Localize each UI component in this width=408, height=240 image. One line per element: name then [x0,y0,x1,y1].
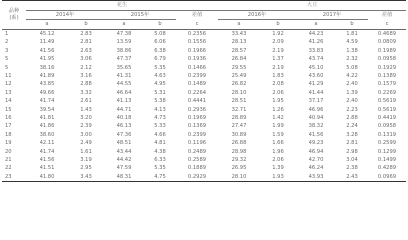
table-cell: 44.23 [308,30,324,37]
table-cell: 5.33 [154,123,166,130]
table-cell: 1.61 [80,148,92,155]
table-cell: 44.71 [116,106,132,113]
table-cell: 2.49 [80,140,92,147]
table-cell: 4.59 [346,39,358,46]
table-cell: 28.98 [231,148,247,155]
table-cell: 46.96 [308,106,324,113]
table-cell: 0.0969 [377,173,397,180]
table-cell: 26.95 [231,165,247,172]
var-header: a [314,21,318,28]
table-row [2,72,406,80]
table-cell: 0.2264 [187,89,207,96]
year-header-2016-soybean: 2016年 [218,10,296,20]
table-row [2,64,406,72]
table-cell: 25.49 [231,73,247,80]
table-cell: 33.83 [308,47,324,54]
row-id-cell: 5 [5,64,9,71]
table-cell: 3.28 [346,131,358,138]
table-cell: 46.13 [116,123,132,130]
table-cell: 28.89 [231,115,247,122]
var-header: a [237,21,241,28]
var-header: a [122,21,126,28]
table-cell: 4.75 [154,173,166,180]
table-cell: 5.31 [154,89,166,96]
table-cell: 2.38 [346,165,358,172]
table-cell: 41.89 [39,73,55,80]
table-cell: 0.1499 [377,157,397,164]
table-cell: 11.49 [39,39,55,46]
table-cell: 2.81 [80,39,92,46]
table-cell: 2.39 [80,123,92,130]
row-id-cell: 21 [5,157,12,164]
table-row [2,122,406,130]
table-cell: 48.51 [116,140,132,147]
table-cell: 0.1369 [187,123,207,130]
table-cell: 0.4419 [377,115,397,122]
row-id-cell: 22 [5,165,12,172]
row-id-cell: 16 [5,115,12,122]
table-cell: 3.16 [80,73,92,80]
table-cell: 3.19 [80,157,92,164]
table-cell: 0.0958 [377,123,397,130]
row-id-cell: 18 [5,131,12,138]
table-cell: 42.11 [39,140,55,147]
table-cell: 2.88 [346,115,358,122]
var-header: b [350,21,354,28]
table-cell: 47.38 [116,30,132,37]
table-cell: 5.35 [154,165,166,172]
table-row [2,89,406,97]
table-cell: 28.10 [231,173,247,180]
table-cell: 0.1579 [377,81,397,88]
first-col-header [2,1,26,30]
table-cell: 6.06 [154,39,166,46]
table-cell: 45.10 [308,64,324,71]
table-cell: 1.92 [272,30,284,37]
table-cell: 28.57 [231,47,247,54]
table-cell: 41.26 [308,39,324,46]
table-row [2,164,406,172]
table-cell: 1.93 [272,173,284,180]
table-cell: 4.73 [154,115,166,122]
table-cell: 2.40 [346,81,358,88]
table-cell: 4.81 [154,140,166,147]
table-cell: 47.37 [116,56,132,63]
table-cell: 2.06 [272,157,284,164]
table-cell: 35.65 [116,64,132,71]
table-cell: 38.32 [308,123,324,130]
table-cell: 39.54 [39,106,55,113]
row-id-cell: 15 [5,106,12,113]
table-cell: 2.12 [80,64,92,71]
table-cell: 43.93 [308,173,324,180]
table-cell: 43.85 [39,81,55,88]
table-cell: 41.31 [116,73,132,80]
row-id-cell: 12 [5,81,12,88]
table-cell: 42.70 [308,157,324,164]
var-header: c [195,21,199,28]
data-table [2,0,406,182]
table-cell: 0.1389 [377,73,397,80]
table-cell: 0.1196 [187,140,207,147]
table-cell: 0.2936 [187,106,207,113]
table-cell: 41.81 [39,115,55,122]
table-cell: 6.38 [154,47,166,54]
table-cell: 28.13 [231,39,247,46]
table-cell: 27.47 [231,123,247,130]
table-cell: 47.36 [116,131,132,138]
table-cell: 1.83 [272,73,284,80]
table-cell: 41.56 [39,157,55,164]
row-id-cell: 13 [5,89,12,96]
table-cell: 43.44 [116,148,132,155]
table-row [2,148,406,156]
table-cell: 0.2929 [187,173,207,180]
table-cell: 5.35 [154,64,166,71]
row-id-cell: 5 [5,56,9,63]
table-cell: 1.99 [272,123,284,130]
table-cell: 5.38 [154,98,166,105]
table-cell: 3.04 [346,157,358,164]
table-cell: 41.74 [39,98,55,105]
table-cell: 2.98 [346,148,358,155]
table-cell: 4.95 [154,81,166,88]
table-cell: 41.95 [39,56,55,63]
table-cell: 29.32 [231,157,247,164]
first-col-header-line1: 品种 [8,7,20,14]
table-cell: 3.00 [80,131,92,138]
table-cell: 26.84 [231,56,247,63]
table-cell: 38.60 [39,131,55,138]
table-cell: 2.08 [272,81,284,88]
table-cell: 0.1466 [187,64,207,71]
table-cell: 0.5619 [377,98,397,105]
table-cell: 0.0958 [377,56,397,63]
table-cell: 44.42 [116,157,132,164]
year-header-2015-peanut: 2015年 [104,10,176,20]
year-header-2014-peanut: 2014年 [26,10,104,20]
table-cell: 2.19 [272,64,284,71]
table-row [2,47,406,55]
table-cell: 0.4689 [377,30,397,37]
table-cell: 3.43 [80,173,92,180]
table-cell: 1.43 [80,106,92,113]
table-cell: 40.18 [116,115,132,122]
table-cell: 1.39 [346,89,358,96]
table-cell: 0.4441 [187,98,207,105]
var-header: b [276,21,280,28]
table-cell: 4.22 [346,73,358,80]
table-cell: 0.1889 [187,165,207,172]
table-row [2,139,406,147]
var-header: a [45,21,49,28]
table-cell: 2.63 [80,47,92,54]
table-cell: 4.38 [154,148,166,155]
table-cell: 0.1299 [377,148,397,155]
year-header-2017-soybean: 2017年 [296,10,368,20]
var-header: b [84,21,88,28]
table-cell: 3.32 [80,89,92,96]
table-cell: 1.96 [272,148,284,155]
table-cell: 38.86 [116,47,132,54]
table-cell: 2.23 [346,106,358,113]
table-cell: 26.82 [231,81,247,88]
table-cell: 41.56 [39,47,55,54]
table-cell: 0.1489 [187,81,207,88]
table-cell: 2.61 [80,98,92,105]
table-cell: 6.33 [154,157,166,164]
table-cell: 2.06 [272,89,284,96]
table-row [2,29,406,38]
table-row [2,173,406,182]
row-id-cell: 11 [5,73,12,80]
row-id-cell: 14 [5,98,12,105]
table-cell: 0.2589 [187,157,207,164]
diff-header-soybean: 差值 [381,12,393,19]
table-cell: 45.12 [39,30,55,37]
table-cell: 43.60 [308,73,324,80]
var-header: c [385,21,389,28]
table-cell: 2.32 [346,56,358,63]
first-col-header-line2: (系) [9,14,19,21]
table-cell: 1.39 [272,165,284,172]
table-row [2,114,406,122]
table-cell: 5.08 [154,30,166,37]
row-id-cell: 1 [5,30,9,37]
table-cell: 41.74 [39,148,55,155]
table-cell: 1.81 [346,30,358,37]
table-cell: 37.17 [308,98,324,105]
row-id-cell: 19 [5,140,12,147]
table-cell: 41.56 [308,131,324,138]
table-cell: 2.19 [272,47,284,54]
table-cell: 4.13 [154,106,166,113]
table-cell: 49.23 [308,140,324,147]
table-cell: 0.2599 [377,140,397,147]
table-cell: 28.10 [231,89,247,96]
group-header-soybean: 大豆 [218,1,406,11]
table-row [2,80,406,88]
table-cell: 1.95 [272,98,284,105]
table-cell: 0.1929 [377,64,397,71]
table-cell: 26.88 [231,140,247,147]
table-row [2,55,406,63]
var-header: b [158,21,162,28]
table-cell: 30.89 [231,131,247,138]
table-cell: 46.64 [116,89,132,96]
diff-header-peanut: 差值 [191,12,203,19]
row-id-cell: 2 [5,39,9,46]
table-cell: 49.66 [39,89,55,96]
table-cell: 0.2489 [187,148,207,155]
table-cell: 1.38 [346,47,358,54]
table-cell: 0.4289 [377,165,397,172]
table-body [2,29,406,181]
table-cell: 46.94 [308,148,324,155]
table-cell: 1.66 [272,140,284,147]
table-cell: 0.2399 [187,73,207,80]
table-cell: 6.79 [154,56,166,63]
table-cell: 0.2356 [187,30,207,37]
table-cell: 43.74 [308,56,324,63]
table-cell: 0.2269 [377,89,397,96]
table-cell: 0.1966 [187,47,207,54]
table-cell: 33.43 [231,30,247,37]
table-cell: 41.80 [39,173,55,180]
table-cell: 0.5619 [377,106,397,113]
table-cell: 1.42 [272,115,284,122]
table-cell: 28.51 [231,98,247,105]
table-cell: 2.81 [346,140,358,147]
table-cell: 13.59 [116,39,132,46]
table-cell: 3.20 [80,115,92,122]
row-id-cell: 17 [5,123,12,130]
table-cell: 0.1319 [377,131,397,138]
table-cell: 0.1556 [187,39,207,46]
table-cell: 29.55 [231,64,247,71]
row-id-cell: 23 [5,173,12,180]
table-row [2,156,406,164]
table-cell: 41.44 [308,89,324,96]
table-cell: 3.06 [80,56,92,63]
table-cell: 5.08 [346,64,358,71]
table-cell: 40.94 [308,115,324,122]
table-row [2,38,406,46]
table-cell: 0.1936 [187,56,207,63]
table-cell: 0.2399 [187,131,207,138]
table-cell: 2.09 [272,39,284,46]
table-cell: 2.24 [346,123,358,130]
table-row [2,97,406,105]
table-cell: 44.55 [116,81,132,88]
table-cell: 1.26 [272,106,284,113]
table-cell: 41.51 [39,165,55,172]
table-cell: 2.83 [80,30,92,37]
table-cell: 0.0809 [377,39,397,46]
table-cell: 48.31 [116,173,132,180]
row-id-cell: 3 [5,47,9,54]
table-cell: 1.59 [272,131,284,138]
group-header-peanut: 花生 [26,1,218,11]
table-cell: 41.29 [308,81,324,88]
row-id-cell: 20 [5,148,12,155]
table-cell: 41.86 [39,123,55,130]
table-cell: 2.88 [80,81,92,88]
table-cell: 2.43 [346,173,358,180]
table-cell: 4.63 [154,73,166,80]
table-cell: 2.95 [80,165,92,172]
table-cell: 38.16 [39,64,55,71]
table-cell: 0.1969 [187,115,207,122]
table-cell: 32.71 [231,106,247,113]
table-cell: 46.24 [308,165,324,172]
table-cell: 47.59 [116,165,132,172]
table-cell: 41.13 [116,98,132,105]
table-cell: 0.1989 [377,47,397,54]
table-cell: 4.66 [154,131,166,138]
table-row [2,106,406,114]
table-row [2,131,406,139]
table-cell: 2.40 [346,98,358,105]
table-cell: 1.37 [272,56,284,63]
